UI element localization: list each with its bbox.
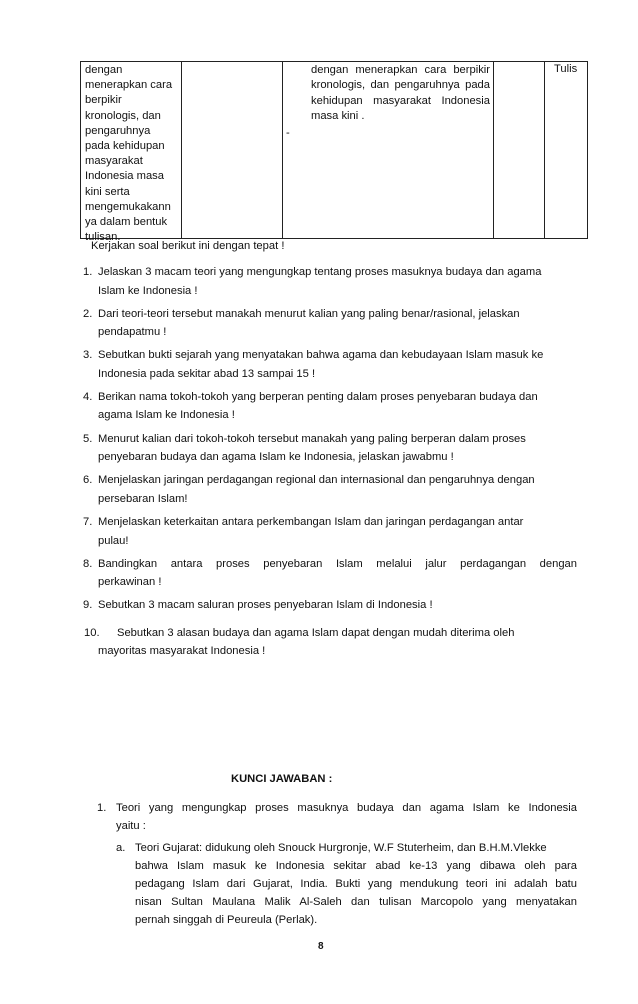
answer-line: bahwa Islam masuk ke Indonesia sekitar abad ke-13 yang dibawa oleh para <box>135 860 577 872</box>
table-col-border <box>181 61 182 239</box>
question-line: Berikan nama tokoh-tokoh yang berperan penting dalam proses penyebaran budaya dan <box>98 391 538 403</box>
cell-line: kini serta <box>85 185 130 198</box>
cell-line: pada kehidupan <box>85 140 165 153</box>
question-number: 3. <box>83 349 93 361</box>
table-col-border <box>282 61 283 239</box>
question-number: 6. <box>83 474 93 486</box>
table-cell-technique: Tulis <box>554 63 578 75</box>
cell-line: menerapkan cara <box>85 79 173 92</box>
table-col-border <box>587 61 588 239</box>
cell-line: ya dalam bentuk <box>85 216 168 229</box>
question-line: Sebutkan 3 macam saluran proses penyebaran Islam di Indonesia ! <box>98 599 433 611</box>
table-col-border <box>544 61 545 239</box>
cell-line: dengan <box>85 64 123 76</box>
question-line: pulau! <box>98 535 129 547</box>
question-number: 9. <box>83 599 93 611</box>
instruction-text: Kerjakan soal berikut ini dengan tepat ! <box>91 240 285 252</box>
cell-line: berpikir <box>85 94 122 107</box>
question-line: Sebutkan 3 alasan budaya dan agama Islam dapat dengan mudah diterima oleh <box>117 627 515 639</box>
cell-line: kronologis, dan <box>85 109 161 122</box>
competency-table <box>80 61 588 244</box>
table-col-border <box>80 61 81 239</box>
question-number: 1. <box>83 266 93 278</box>
table-cell-dash: - <box>286 127 290 139</box>
answer-number: 1. <box>97 802 107 814</box>
page-number: 8 <box>318 941 324 952</box>
question-number: 5. <box>83 433 93 445</box>
question-line: Menjelaskan jaringan perdagangan regional dan internasional dan pengaruhnya dengan <box>98 474 535 486</box>
question-line: perkawinan ! <box>98 576 162 588</box>
cell-line: masyarakat <box>85 155 143 168</box>
table-col-border <box>493 61 494 239</box>
question-line: Dari teori-teori tersebut manakah menurut kalian yang paling benar/rasional, jelaskan <box>98 308 520 320</box>
cell-line: tulisan. <box>85 231 121 244</box>
answer-line: yaitu : <box>116 820 146 832</box>
question-number: 8. <box>83 558 93 570</box>
question-line: Jelaskan 3 macam teori yang mengungkap tentang proses masuknya budaya dan agama <box>98 266 542 278</box>
question-line: Menurut kalian dari tokoh-tokoh tersebut manakah yang paling berperan dalam proses <box>98 433 526 445</box>
question-number: 4. <box>83 391 93 403</box>
table-top-border <box>80 61 588 62</box>
answer-key-heading: KUNCI JAWABAN : <box>231 773 333 785</box>
question-line: Islam ke Indonesia ! <box>98 285 198 297</box>
table-cell-description: dengan menerapkan cara berpikir kronologis, dan pengaruhnya pada kehidupan masyarakat Indonesia masa kini . <box>311 64 490 122</box>
question-number: 2. <box>83 308 93 320</box>
answer-line: nisan Sultan Maulana Malik Al-Saleh dan tulisan Marcopolo yang menyatakan <box>135 896 577 908</box>
cell-line: pengaruhnya <box>85 124 151 137</box>
question-line: persebaran Islam! <box>98 493 188 505</box>
question-number: 7. <box>83 516 93 528</box>
question-line: Bandingkan antara proses penyebaran Islam melalui jalur perdagangan dengan <box>98 558 577 570</box>
cell-line: mengemukakann <box>85 200 171 213</box>
question-line: penyebaran budaya dan agama Islam ke Indonesia, jelaskan jawabmu ! <box>98 451 454 463</box>
table-cell-indicator <box>85 63 177 245</box>
cell-line: Indonesia masa <box>85 170 164 183</box>
question-number: 10. <box>84 627 100 639</box>
answer-line: Teori Gujarat: didukung oleh Snouck Hurgronje, W.F Stuterheim, dan B.H.M.Vlekke <box>135 842 547 854</box>
answer-line: pernah singgah di Peureula (Perlak). <box>135 914 318 926</box>
question-line: pendapatmu ! <box>98 326 167 338</box>
question-line: Menjelaskan keterkaitan antara perkembangan Islam dan jaringan perdagangan antar <box>98 516 524 528</box>
question-line: Indonesia pada sekitar abad 13 sampai 15 ! <box>98 368 316 380</box>
answer-line: Teori yang mengungkap proses masuknya budaya dan agama Islam ke Indonesia <box>116 802 577 814</box>
answer-letter: a. <box>116 842 126 854</box>
question-line: Sebutkan bukti sejarah yang menyatakan bahwa agama dan kebudayaan Islam masuk ke <box>98 349 544 361</box>
question-line: agama Islam ke Indonesia ! <box>98 409 235 421</box>
question-line: mayoritas masyarakat Indonesia ! <box>98 645 266 657</box>
answer-line: pedagang Islam dari Gujarat, India. Bukti yang mendukung teori ini adalah batu <box>135 878 577 890</box>
